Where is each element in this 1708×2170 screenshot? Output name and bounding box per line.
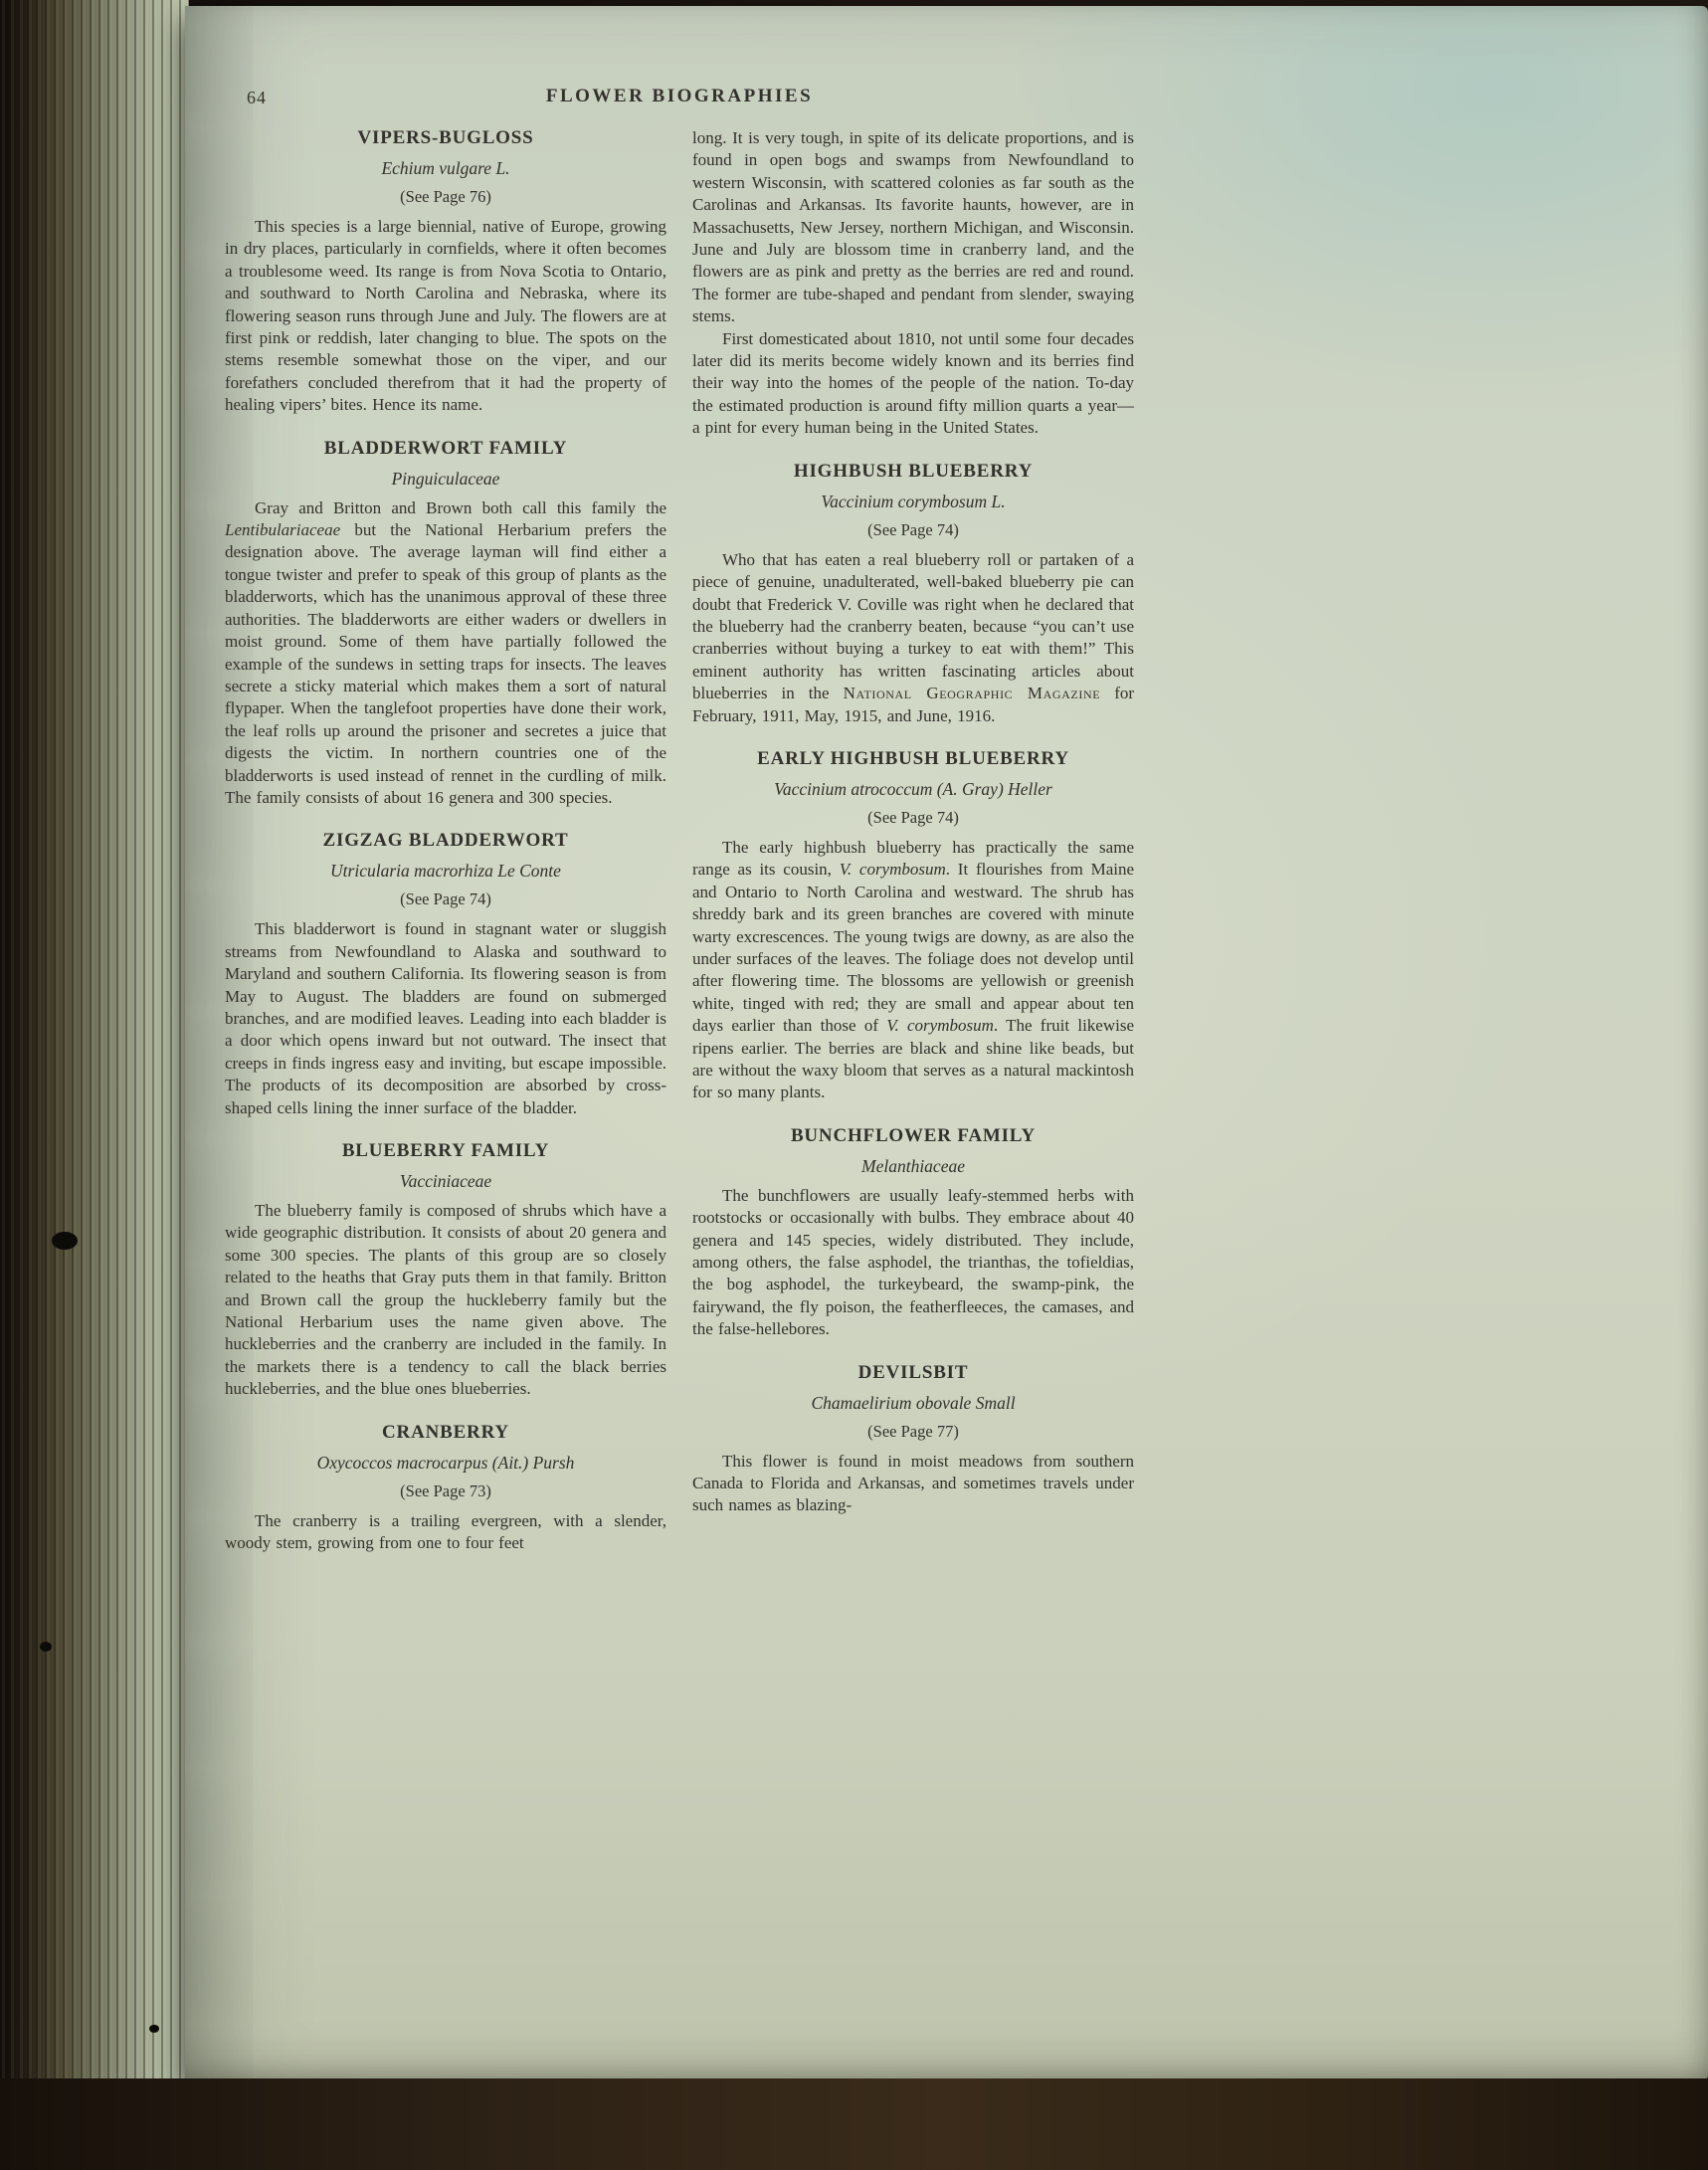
running-title: FLOWER BIOGRAPHIES	[545, 86, 814, 106]
entry-latin-name: Pinguiculaceae	[391, 468, 500, 489]
entry-page-reference: (See Page 73)	[400, 1480, 491, 1500]
entry-heading: BUNCHFLOWER FAMILY	[790, 1124, 1037, 1146]
entry-page-reference: (See Page 74)	[400, 889, 491, 909]
paragraph: The bunchflowers are usually leafy-stemmed herbs with rootstocks or occasionally with bulbs. They embrace about 40 genera and 145 species, widely distributed. They include, among others, the false asphodel, the trianthas, the tofieldias, the bog asphodel, the turkeybeard, the swamp-pink, the fairywand, the fly poison, the featherfleeces, the camases, and the false-hellebores.	[692, 1185, 1134, 1339]
book-page	[185, 6, 1708, 2079]
entry-heading: CRANBERRY	[382, 1421, 509, 1443]
entry-heading: ZIGZAG BLADDERWORT	[322, 830, 569, 852]
paragraph: First domesticated about 1810, not until some four decades later did its merits become widely known and its berries find their way into the homes of the people of the nation. To-day the estimated production is around fifty million quarts a year—a pint for every human being in the United States.	[692, 328, 1134, 438]
ink-speck	[40, 1642, 52, 1652]
entry-heading: BLADDERWORT FAMILY	[323, 437, 568, 459]
text-columns	[225, 127, 1134, 1554]
ink-speck	[149, 2025, 159, 2033]
column-left	[225, 127, 666, 1554]
entry	[692, 461, 1134, 727]
entry	[692, 748, 1134, 1104]
paragraph: Who that has eaten a real blueberry roll or partaken of a piece of genuine, unadulterated, well-baked blueberry pie can doubt that Frederick V. Coville was right when he declared that the blueberry had the cranberry beaten, because “you can’t use cranberries without buying a turkey to eat with them!” This eminent authority has written fascinating articles about blueberries in the National Geographic Magazine for February, 1911, May, 1915, and June, 1916.	[692, 549, 1135, 725]
entry-page-reference: (See Page 77)	[867, 1421, 959, 1441]
paragraph: Gray and Britton and Brown both call this family the Lentibulariaceae but the National Herbarium prefers the designation above. The average layman will find either a tongue twister and prefer to speak of this group of plants as the bladderworts, which has the unanimous approval of these three authorities. The bladderworts are either waders or dwellers in moist ground. Some of them have partially followed the example of the sundews in setting traps for insects. The leaves secrete a sticky material which makes them a sort of natural flypaper. When the tanglefoot properties have done their work, the leaf rolls up around the prisoner and secretes a juice that digests the victim. In northern countries one of the bladderworts is used instead of rennet in the curdling of milk. The family consists of about 16 genera and 300 species.	[225, 497, 666, 807]
paragraph: The cranberry is a trailing evergreen, with a slender, woody stem, growing from one to four feet	[225, 1510, 666, 1553]
table-surface	[0, 2078, 1708, 2170]
page-number: 64	[247, 88, 267, 107]
entry-latin-name: Chamaelirium obovale Small	[811, 1392, 1016, 1413]
paragraph: The blueberry family is composed of shrubs which have a wide geographic distribution. It consists of about 20 genera and some 300 species. The plants of this group are so closely related to the heaths that Gray puts them in that family. Britton and Brown call the group the huckleberry family but the National Herbarium uses the name given above. The huckleberries and the cranberry are included in the family. In the markets there is a tendency to call the black berries huckleberries, and the blue ones blueberries.	[225, 1201, 666, 1399]
entry	[692, 1125, 1134, 1341]
entry-heading: HIGHBUSH BLUEBERRY	[793, 460, 1034, 482]
paragraph: long. It is very tough, in spite of its delicate proportions, and is found in open bogs and swamps from Newfoundland to western Wisconsin, with scattered colonies as far south as the Carolinas and Arkansas. Its favorite haunts, however, are in Massachusetts, New Jersey, northern Michigan, and Wisconsin. June and July are blossom time in cranberry land, and the flowers are as pink and pretty as the berries are red and round. The former are tube-shaped and pendant from slender, swaying stems.	[692, 128, 1134, 326]
paragraph: This species is a large biennial, native of Europe, growing in dry places, particularly in cornfields, where it often becomes a troublesome weed. Its range is from Nova Scotia to Ontario, and southward to North Carolina and Nebraska, where its flowering season runs through June and July. The flowers are at first pink or reddish, later changing to blue. The spots on the stems resemble somewhat those on the viper, and our forefathers concluded therefrom that it had the property of healing vipers’ bites. Hence its name.	[225, 217, 666, 415]
entry-latin-name: Oxycoccos macrocarpus (Ait.) Pursh	[316, 1452, 575, 1473]
entry-heading: VIPERS-BUGLOSS	[357, 127, 534, 148]
entry-heading: EARLY HIGHBUSH BLUEBERRY	[757, 747, 1069, 769]
book-gutter-page-edges	[0, 0, 189, 2085]
page-header	[225, 86, 1134, 115]
entry-heading: BLUEBERRY FAMILY	[341, 1140, 550, 1161]
entry-page-reference: (See Page 76)	[400, 187, 491, 206]
entry-page-reference: (See Page 74)	[867, 519, 959, 539]
entry-latin-name: Echium vulgare L.	[381, 158, 510, 178]
entry	[225, 438, 666, 810]
paragraph: The early highbush blueberry has practically the same range as its cousin, V. corymbosum. It flourishes from Maine and Ontario to North Carolina and westward. The shrub has shreddy bark and its green branches are covered with minute warty excrescences. The young twigs are downy, as are also the under surfaces of the leaves. The foliage does not develop until after flowering time. The blossoms are yellowish or greenish white, tinged with red; they are small and appear about ten days earlier than those of V. corymbosum. The fruit likewise ripens earlier. The berries are black and shine like beads, but are without the waxy bloom that serves as a natural mackintosh for so many plants.	[692, 837, 1135, 1102]
entry-latin-name: Vaccinium corymbosum L.	[821, 491, 1006, 511]
paragraph: This flower is found in moist meadows from southern Canada to Florida and Arkansas, and sometimes travels under such names as blazing-	[692, 1451, 1134, 1515]
entry	[225, 1422, 666, 1555]
entry-heading: DEVILSBIT	[857, 1361, 969, 1383]
page-content	[225, 86, 1134, 1554]
entry	[692, 1362, 1134, 1517]
entry-latin-name: Utricularia macrorhiza Le Conte	[330, 861, 561, 882]
entry-page-reference: (See Page 74)	[867, 807, 959, 827]
entry-latin-name: Melanthiaceae	[861, 1155, 965, 1176]
paragraph: This bladderwort is found in stagnant water or sluggish streams from Newfoundland to Alaska and southward to Maryland and southern California. Its flowering season is from May to August. The bladders are found on submerged branches, and are modified leaves. Leading into each bladder is a door which opens inward but not outward. The insect that creeps in finds ingress easy and inviting, but escape impossible. The products of its decomposition are absorbed by cross-shaped cells lining the inner surface of the bladder.	[225, 919, 666, 1117]
entry	[225, 1140, 666, 1401]
entry-latin-name: Vaccinium atrococcum (A. Gray) Heller	[774, 778, 1052, 799]
entry	[225, 830, 666, 1119]
ink-speck	[52, 1232, 78, 1250]
entry	[225, 127, 666, 417]
entry-latin-name: Vacciniaceae	[399, 1171, 492, 1191]
entry	[692, 127, 1134, 440]
column-right	[692, 127, 1134, 1554]
